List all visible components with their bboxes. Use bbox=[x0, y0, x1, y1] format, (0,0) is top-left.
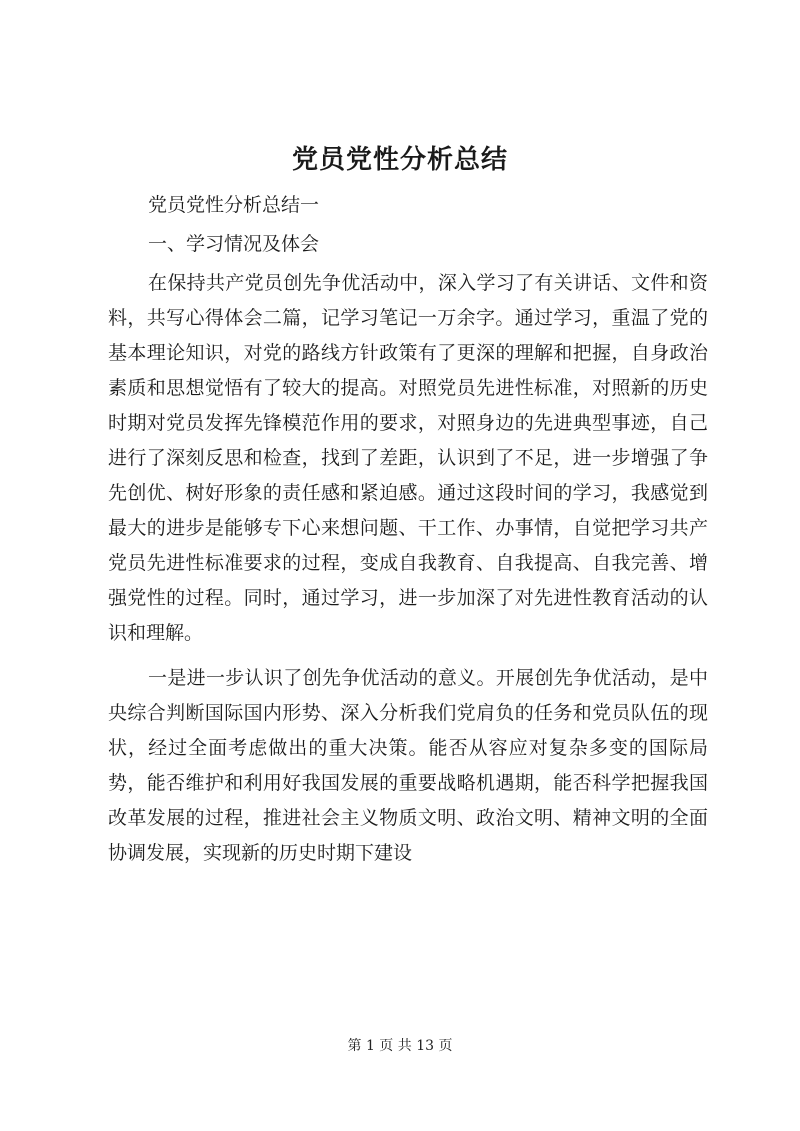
document-title: 党员党性分析总结 bbox=[291, 145, 508, 175]
page-footer: 第 1 页 共 13 页 bbox=[347, 1038, 453, 1054]
body-paragraph: 在保持共产党员创先争优活动中，深入学习了有关讲话、文件和资料，共写心得体会二篇，记学习笔记一万余字。通过学习，重温了党的基本理论知识，对党的路线方针政策有了更深的理解和把握，自身政治素质和思想觉悟有了较大的提高。对照党员先进性标准，对照新的历史时期对党员发挥先锋模范作用的要求，对照身边的先进典型事迹，自己进行了深刻反思和检查，找到了差距，认识到了不足，进一步增强了争先创优、树好形象的责任感和紧迫感。通过这段时间的学习，我感觉到最大的进步是能够专下心来想问题、干工作、办事情，自觉把学习共产党员先进性标准要求的过程，变成自我教育、自我提高、自我完善、增强党性的过程。同时，通过学习，进一步加深了对先进性教育活动的认识和理解。 bbox=[108, 272, 708, 644]
document-subtitle: 党员党性分析总结一 bbox=[148, 194, 320, 216]
body-paragraph: 一是进一步认识了创先争优活动的意义。开展创先争优活动，是中央综合判断国际国内形势、深入分析我们党肩负的任务和党员队伍的现状，经过全面考虑做出的重大决策。能否从容应对复杂多变的国际局势，能否维护和利用好我国发展的重要战略机遇期，能否科学把握我国改革发展的过程，推进社会主义物质文明、政治文明、精神文明的全面协调发展，实现新的历史时期下建设 bbox=[108, 667, 708, 864]
section-heading: 一、学习情况及体会 bbox=[148, 233, 320, 255]
document-body bbox=[108, 188, 708, 871]
